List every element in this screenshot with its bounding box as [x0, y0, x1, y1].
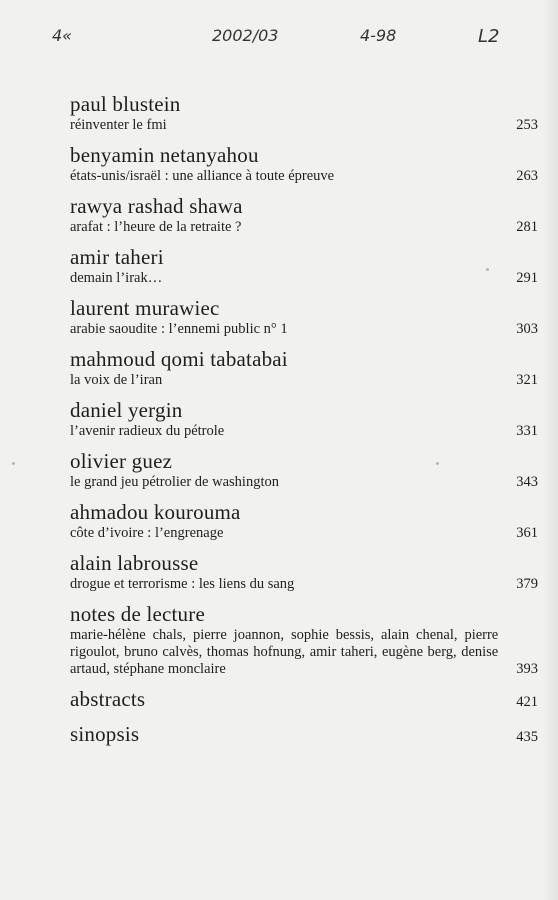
article-title: réinventer le fmi — [70, 117, 167, 133]
toc-row — [70, 117, 538, 134]
section-heading: sinopsis — [70, 722, 140, 746]
handwritten-note-4: L2 — [478, 26, 500, 47]
toc-entry — [70, 347, 538, 389]
toc-entry — [70, 245, 538, 287]
toc-row — [70, 423, 538, 440]
author-name: benyamin netanyahou — [70, 143, 259, 167]
toc-entry — [70, 500, 538, 542]
article-title: états-unis/israël : une alliance à toute épreuve — [70, 168, 335, 184]
article-title: arafat : l’heure de la retraite ? — [70, 219, 242, 235]
toc-row — [70, 474, 538, 491]
author-name: paul blustein — [70, 92, 181, 116]
handwritten-note-3: 4-98 — [360, 26, 397, 45]
handwritten-note-1: 4« — [52, 26, 73, 45]
toc-row — [70, 321, 538, 338]
article-title: côte d’ivoire : l’engrenage — [70, 525, 224, 541]
article-title: la voix de l’iran — [70, 372, 163, 388]
handwritten-annotations — [0, 26, 558, 56]
toc-row — [70, 525, 538, 542]
toc-entry — [70, 551, 538, 593]
page-number: 321 — [516, 372, 538, 388]
section-heading: abstracts — [70, 687, 146, 711]
page-number: 421 — [516, 694, 538, 710]
toc-entry-abstracts — [70, 687, 538, 712]
toc-row — [70, 372, 538, 389]
article-title: arabie saoudite : l’ennemi public n° 1 — [70, 321, 288, 337]
table-of-contents — [70, 92, 538, 757]
article-title: le grand jeu pétrolier de washington — [70, 474, 279, 490]
page-number: 263 — [516, 168, 538, 184]
author-name: mahmoud qomi tabatabai — [70, 347, 288, 371]
toc-entry — [70, 194, 538, 236]
toc-entry — [70, 449, 538, 491]
toc-entry — [70, 92, 538, 134]
article-title: demain l’irak… — [70, 270, 163, 286]
toc-row — [70, 219, 538, 236]
page-number: 291 — [516, 270, 538, 286]
page-edge-shadow — [542, 0, 558, 900]
author-name: daniel yergin — [70, 398, 183, 422]
author-name: ahmadou kourouma — [70, 500, 241, 524]
article-title: l’avenir radieux du pétrole — [70, 423, 225, 439]
page-number: 379 — [516, 576, 538, 592]
author-name: amir taheri — [70, 245, 164, 269]
toc-row — [70, 270, 538, 287]
author-name: rawya rashad shawa — [70, 194, 243, 218]
toc-row — [70, 627, 538, 678]
page-number: 361 — [516, 525, 538, 541]
page-number: 393 — [516, 661, 538, 677]
toc-entry — [70, 296, 538, 338]
paper-speck — [12, 462, 15, 465]
article-title: drogue et terrorisme : les liens du sang — [70, 576, 295, 592]
handwritten-note-2: 2002/03 — [212, 26, 279, 45]
page-number: 331 — [516, 423, 538, 439]
toc-entry-sinopsis — [70, 722, 538, 747]
page-number: 253 — [516, 117, 538, 133]
author-name: alain labrousse — [70, 551, 199, 575]
page-number: 281 — [516, 219, 538, 235]
contributors-list: marie-hélène chals, pierre joannon, sophie bessis, alain chenal, pierre rigoulot, bruno calvès, thomas hofnung, amir taheri, eugène berg, denise artaud, stéphane monclaire — [70, 627, 499, 677]
toc-entry — [70, 398, 538, 440]
toc-row — [70, 576, 538, 593]
author-name: olivier guez — [70, 449, 173, 473]
toc-entry — [70, 143, 538, 185]
page-number: 343 — [516, 474, 538, 490]
toc-entry-notes — [70, 602, 538, 678]
section-heading: notes de lecture — [70, 602, 205, 626]
page-number: 435 — [516, 729, 538, 745]
toc-row — [70, 168, 538, 185]
page-number: 303 — [516, 321, 538, 337]
author-name: laurent murawiec — [70, 296, 220, 320]
